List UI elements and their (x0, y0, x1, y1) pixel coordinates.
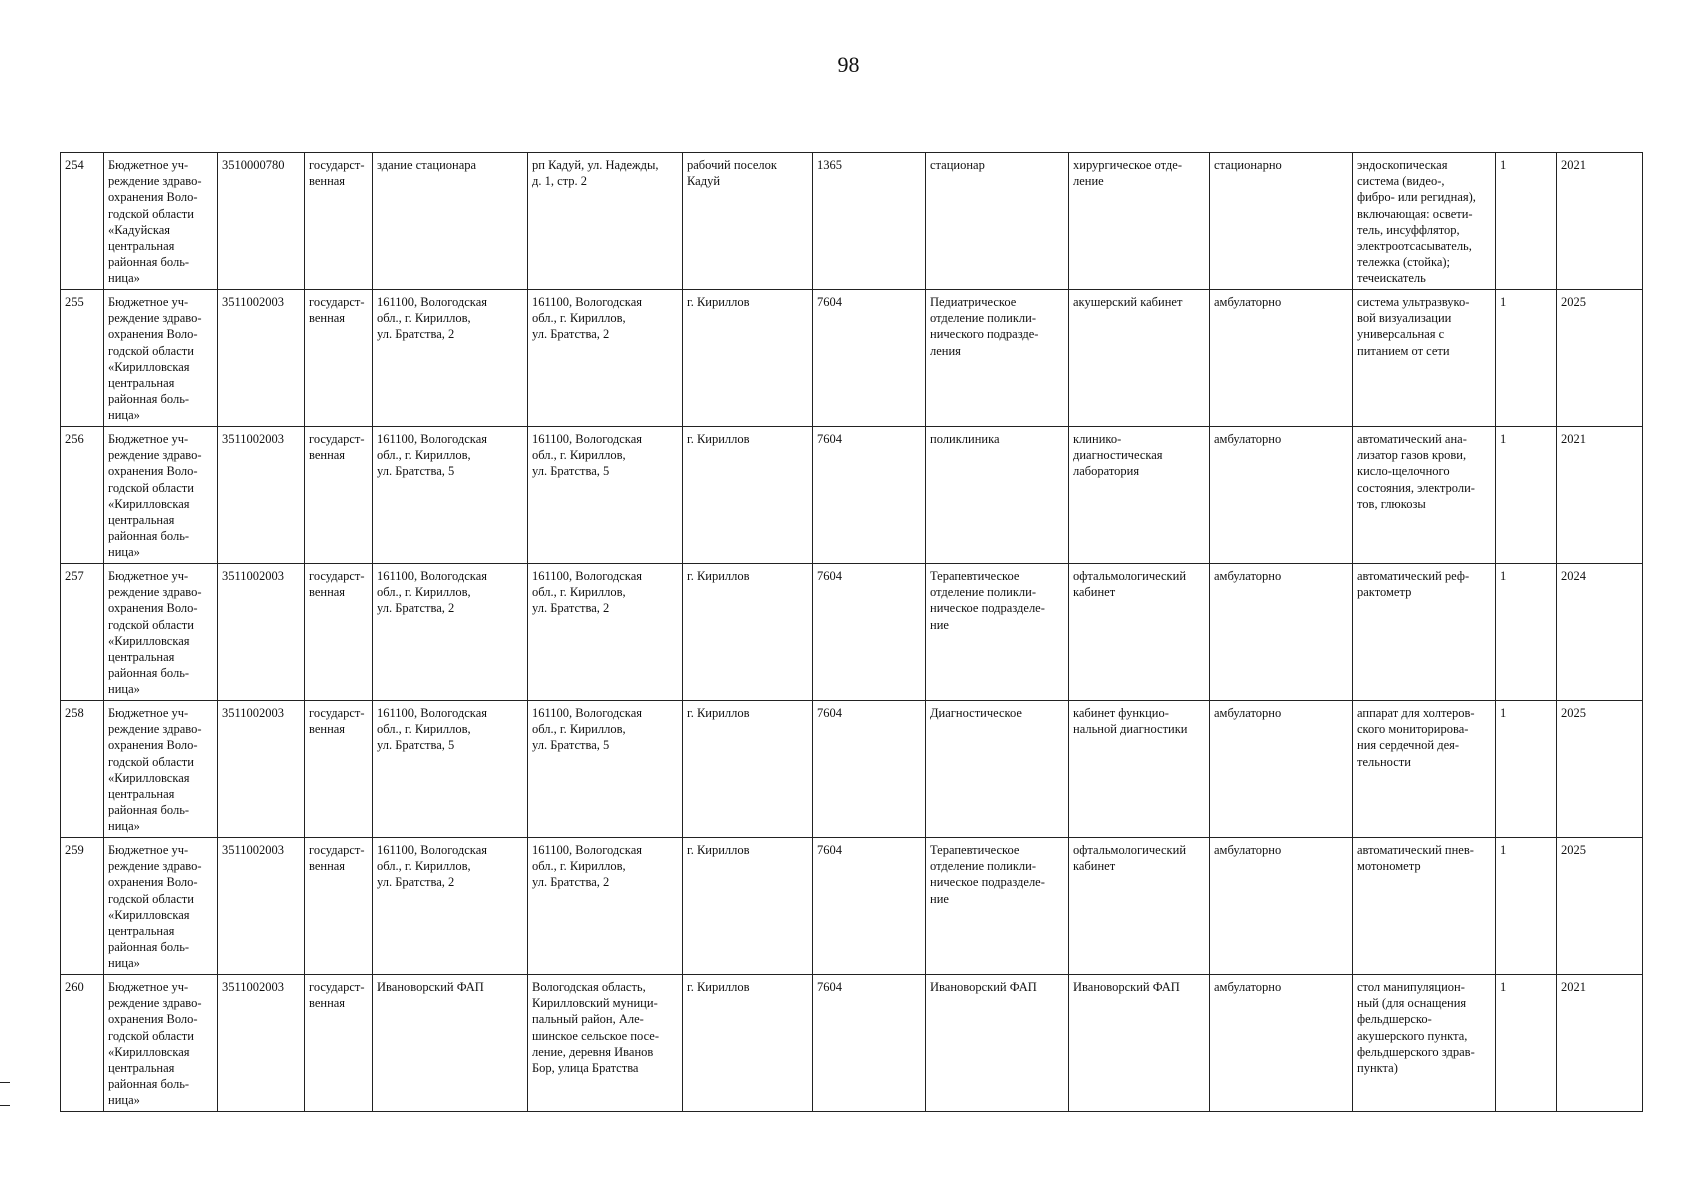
cell-ownership: государст- венная (305, 975, 373, 1112)
cell-equipment: автоматический реф- рактометр (1353, 564, 1496, 701)
cell-year: 2021 (1557, 153, 1643, 290)
cell-division: стационар (926, 153, 1069, 290)
cell-equipment: эндоскопическая система (видео-, фибро- или регидная), включающая: освети- тель, инсуффлятор, электроотсасыватель, тележка (стойка); течеискатель (1353, 153, 1496, 290)
cell-settlement: рабочий поселок Кадуй (683, 153, 813, 290)
cell-no: 259 (61, 838, 104, 975)
cell-population: 7604 (813, 701, 926, 838)
cell-no: 255 (61, 290, 104, 427)
cell-equipment: аппарат для холтеров- ского мониторирова- ния сердечной дея- тельности (1353, 701, 1496, 838)
cell-unit: Ивановорский ФАП (1069, 975, 1210, 1112)
cell-unit: офтальмологический кабинет (1069, 564, 1210, 701)
cell-qty: 1 (1496, 701, 1557, 838)
page-number: 98 (837, 52, 860, 77)
cell-qty: 1 (1496, 838, 1557, 975)
cell-division: Педиатрическое отделение поликли- нического подразде- ления (926, 290, 1069, 427)
cell-care-form: амбулаторно (1210, 701, 1353, 838)
cell-care-form: амбулаторно (1210, 975, 1353, 1112)
cell-no: 260 (61, 975, 104, 1112)
cell-division: Терапевтическое отделение поликли- ническое подразделе- ние (926, 838, 1069, 975)
cell-org: Бюджетное уч- реждение здраво- охранения Воло- годской области «Кирилловская центральная районная боль- ница» (104, 564, 218, 701)
table-row (61, 701, 1643, 838)
cell-unit: хирургическое отде- ление (1069, 153, 1210, 290)
cell-care-form: амбулаторно (1210, 427, 1353, 564)
equipment-table (60, 152, 1643, 1112)
cell-ownership: государст- венная (305, 838, 373, 975)
cell-settlement: г. Кириллов (683, 564, 813, 701)
cell-address: 161100, Вологодская обл., г. Кириллов, ул. Братства, 2 (528, 290, 683, 427)
cell-address: Вологодская область, Кирилловский муници- пальный район, Але- шинское сельское посе- ление, деревня Иванов Бор, улица Братства (528, 975, 683, 1112)
cell-org: Бюджетное уч- реждение здраво- охранения Воло- годской области «Кирилловская центральная районная боль- ница» (104, 427, 218, 564)
table-row (61, 153, 1643, 290)
cell-year: 2025 (1557, 290, 1643, 427)
cell-care-form: амбулаторно (1210, 838, 1353, 975)
table-body (61, 153, 1643, 1112)
cell-settlement: г. Кириллов (683, 701, 813, 838)
cell-building: здание стационара (373, 153, 528, 290)
cell-qty: 1 (1496, 153, 1557, 290)
table-row (61, 427, 1643, 564)
cell-qty: 1 (1496, 564, 1557, 701)
cell-settlement: г. Кириллов (683, 427, 813, 564)
cell-settlement: г. Кириллов (683, 975, 813, 1112)
cell-org: Бюджетное уч- реждение здраво- охранения Воло- годской области «Кирилловская центральная районная боль- ница» (104, 975, 218, 1112)
cell-division: Диагностическое (926, 701, 1069, 838)
cell-year: 2025 (1557, 838, 1643, 975)
cell-inn: 3511002003 (218, 290, 305, 427)
table-row (61, 290, 1643, 427)
cell-care-form: стационарно (1210, 153, 1353, 290)
cell-unit: офтальмологический кабинет (1069, 838, 1210, 975)
cell-year: 2021 (1557, 975, 1643, 1112)
cell-unit: кабинет функцио- нальной диагностики (1069, 701, 1210, 838)
margin-mark (0, 1082, 10, 1083)
cell-org: Бюджетное уч- реждение здраво- охранения Воло- годской области «Кирилловская центральная районная боль- ница» (104, 290, 218, 427)
cell-ownership: государст- венная (305, 564, 373, 701)
cell-address: 161100, Вологодская обл., г. Кириллов, ул. Братства, 5 (528, 427, 683, 564)
cell-building: 161100, Вологодская обл., г. Кириллов, ул. Братства, 5 (373, 427, 528, 564)
cell-equipment: автоматический ана- лизатор газов крови, кисло-щелочного состояния, электроли- тов, глюкозы (1353, 427, 1496, 564)
cell-year: 2025 (1557, 701, 1643, 838)
cell-population: 7604 (813, 838, 926, 975)
cell-qty: 1 (1496, 427, 1557, 564)
cell-org: Бюджетное уч- реждение здраво- охранения Воло- годской области «Кирилловская центральная районная боль- ница» (104, 701, 218, 838)
cell-no: 258 (61, 701, 104, 838)
cell-inn: 3511002003 (218, 701, 305, 838)
cell-equipment: автоматический пнев- мотонометр (1353, 838, 1496, 975)
cell-ownership: государст- венная (305, 701, 373, 838)
cell-inn: 3510000780 (218, 153, 305, 290)
table-row (61, 975, 1643, 1112)
cell-population: 7604 (813, 564, 926, 701)
cell-building: 161100, Вологодская обл., г. Кириллов, ул. Братства, 2 (373, 290, 528, 427)
cell-qty: 1 (1496, 290, 1557, 427)
cell-equipment: стол манипуляцион- ный (для оснащения фельдшерско- акушерского пункта, фельдшерского здрав- пункта) (1353, 975, 1496, 1112)
cell-unit: клинико- диагностическая лаборатория (1069, 427, 1210, 564)
cell-address: 161100, Вологодская обл., г. Кириллов, ул. Братства, 2 (528, 838, 683, 975)
cell-year: 2024 (1557, 564, 1643, 701)
cell-population: 7604 (813, 427, 926, 564)
cell-care-form: амбулаторно (1210, 564, 1353, 701)
cell-inn: 3511002003 (218, 427, 305, 564)
cell-ownership: государст- венная (305, 290, 373, 427)
cell-inn: 3511002003 (218, 564, 305, 701)
cell-building: 161100, Вологодская обл., г. Кириллов, ул. Братства, 2 (373, 564, 528, 701)
cell-division: поликлиника (926, 427, 1069, 564)
cell-division: Ивановорский ФАП (926, 975, 1069, 1112)
cell-equipment: система ультразвуко- вой визуализации универсальная с питанием от сети (1353, 290, 1496, 427)
cell-no: 254 (61, 153, 104, 290)
cell-qty: 1 (1496, 975, 1557, 1112)
cell-unit: акушерский кабинет (1069, 290, 1210, 427)
cell-building: 161100, Вологодская обл., г. Кириллов, ул. Братства, 2 (373, 838, 528, 975)
cell-inn: 3511002003 (218, 975, 305, 1112)
margin-mark (0, 1105, 10, 1106)
cell-settlement: г. Кириллов (683, 290, 813, 427)
cell-division: Терапевтическое отделение поликли- ническое подразделе- ние (926, 564, 1069, 701)
cell-settlement: г. Кириллов (683, 838, 813, 975)
cell-building: Ивановорский ФАП (373, 975, 528, 1112)
cell-org: Бюджетное уч- реждение здраво- охранения Воло- годской области «Кадуйская центральная районная боль- ница» (104, 153, 218, 290)
cell-address: 161100, Вологодская обл., г. Кириллов, ул. Братства, 5 (528, 701, 683, 838)
cell-population: 7604 (813, 290, 926, 427)
cell-address: рп Кадуй, ул. Надежды, д. 1, стр. 2 (528, 153, 683, 290)
table-row (61, 564, 1643, 701)
cell-ownership: государст- венная (305, 427, 373, 564)
cell-care-form: амбулаторно (1210, 290, 1353, 427)
cell-building: 161100, Вологодская обл., г. Кириллов, ул. Братства, 5 (373, 701, 528, 838)
cell-population: 7604 (813, 975, 926, 1112)
cell-no: 257 (61, 564, 104, 701)
cell-address: 161100, Вологодская обл., г. Кириллов, ул. Братства, 2 (528, 564, 683, 701)
cell-ownership: государст- венная (305, 153, 373, 290)
cell-year: 2021 (1557, 427, 1643, 564)
cell-no: 256 (61, 427, 104, 564)
table-row (61, 838, 1643, 975)
cell-population: 1365 (813, 153, 926, 290)
cell-inn: 3511002003 (218, 838, 305, 975)
cell-org: Бюджетное уч- реждение здраво- охранения Воло- годской области «Кирилловская центральная районная боль- ница» (104, 838, 218, 975)
